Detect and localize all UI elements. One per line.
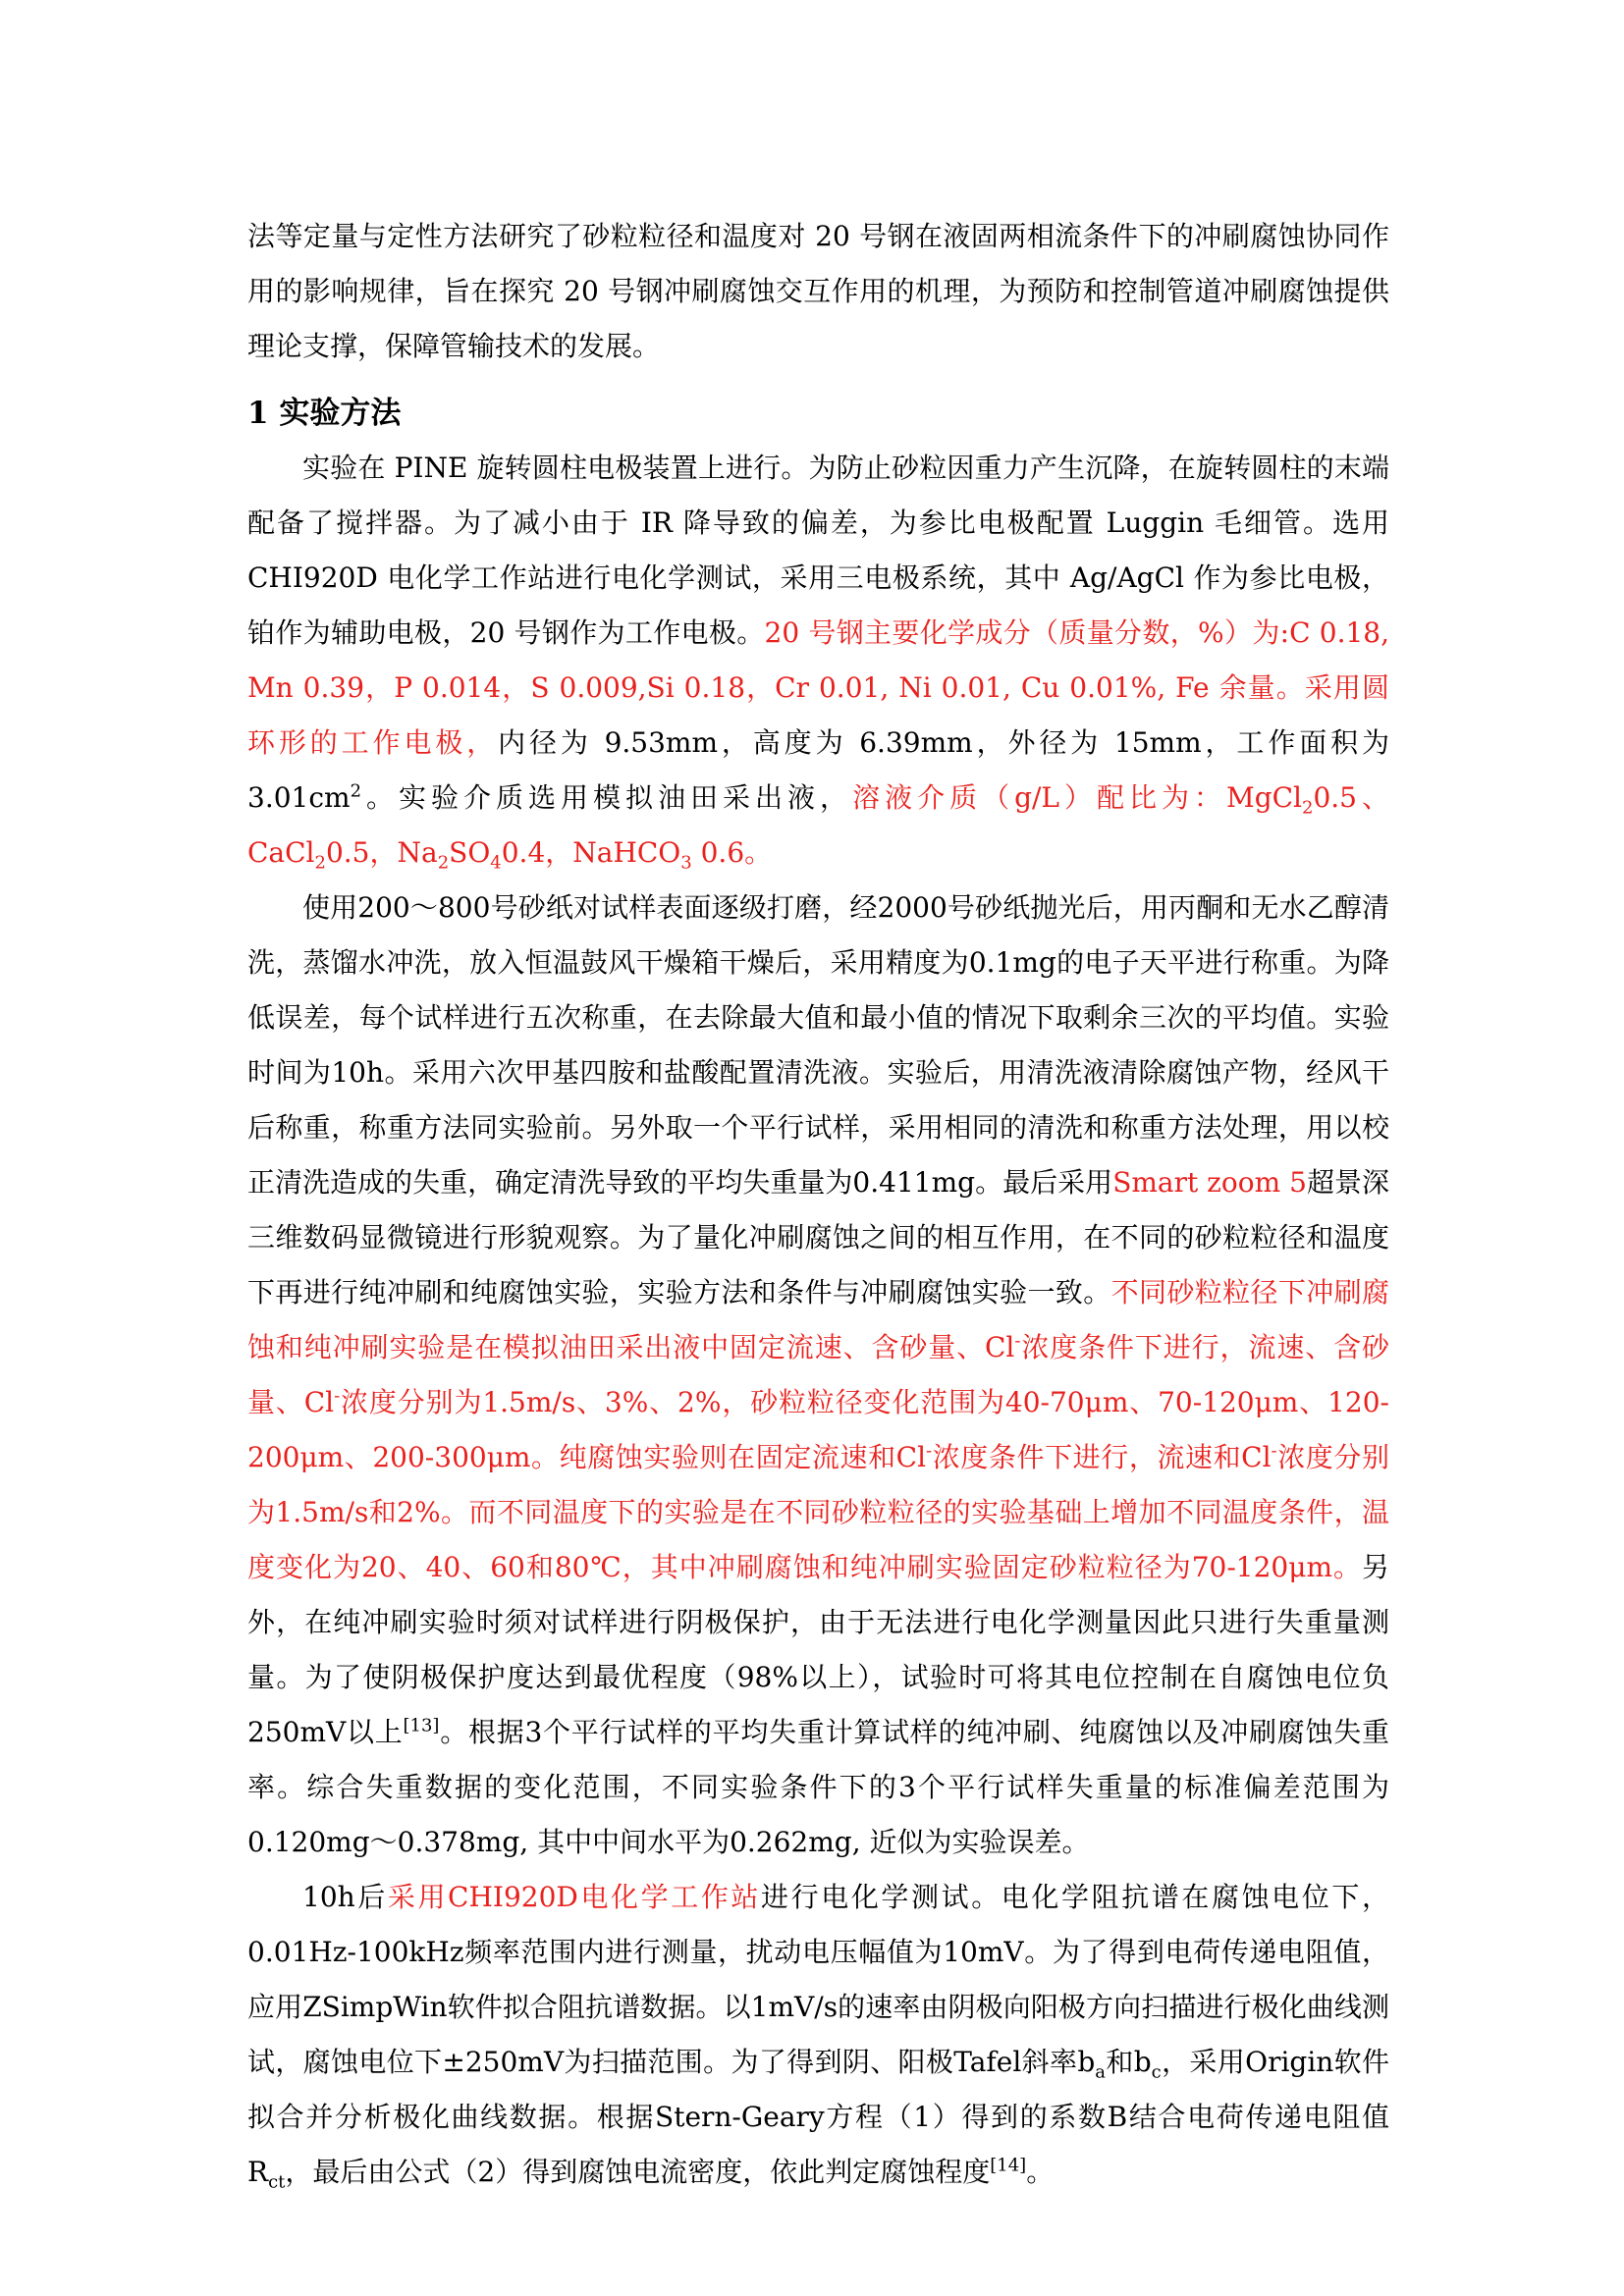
text-run: 。实验介质选用模拟油田采出液，: [361, 781, 853, 814]
highlighted-text: 0.6。: [691, 836, 773, 869]
text-run: 。根据3个平行试样的平均失重计算试样的纯冲刷、纯腐蚀以及冲刷腐蚀失重率。综合失重数据的变化范围，不同实验条件下的3个平行试样失重量的标准偏差范围为0.120mg～0.378mg, 其中中间水平为0.262mg, 近似为实验误差。: [247, 1716, 1390, 1858]
sub-text: ct: [268, 2171, 286, 2193]
highlighted-text: -: [1271, 1440, 1277, 1462]
highlighted-text: 2: [437, 852, 450, 874]
sup-text: 2: [350, 780, 362, 802]
sub-text: c: [1151, 2061, 1162, 2083]
text-run: 1 实验方法: [247, 396, 402, 431]
highlighted-text: 不同砂粒粒径下冲刷腐蚀和纯冲刷实验是在模拟油田采出液中固定流速、含砂量、Cl: [247, 1276, 1389, 1363]
section-heading: [247, 386, 1389, 441]
highlighted-text: 2: [314, 852, 326, 874]
highlighted-text: 采用CHI920D电化学工作站: [387, 1881, 762, 1913]
body-paragraph: [247, 441, 1389, 881]
highlighted-text: 溶液介质（g/L）配比为：MgCl: [852, 781, 1302, 814]
text-run: 和b: [1106, 2046, 1152, 2078]
sup-text: [13]: [403, 1715, 440, 1736]
highlighted-text: Smart zoom 5: [1112, 1166, 1307, 1199]
text-run: 进行电化学测试。电化学阻抗谱在腐蚀电位下，0.01Hz-100kHz频率范围内进行测量，扰动电压幅值为10mV。为了得到电荷传递电阻值，应用ZSimpWin软件拟合阻抗谱数据。以1mV/s的速率由阴极向阳极方向扫描进行极化曲线测试，腐蚀电位下±250mV为扫描范围。为了得到阴、阳极Tafel斜率b: [247, 1881, 1389, 2078]
highlighted-text: -: [334, 1385, 341, 1407]
highlighted-text: 浓度条件下进行，流速和Cl: [932, 1441, 1272, 1473]
highlighted-text: 浓度条件下进行，流速、含砂量、Cl: [247, 1331, 1389, 1418]
highlighted-text: 20 号钢主要化学成分（质量分数，%）为:C 0.18, Mn 0.39，P 0.014，S 0.009,Si 0.18，Cr 0.01, Ni 0.01, Cu 0.01%, Fe 余量。采用圆环形的工作电极，: [247, 616, 1389, 759]
text-run: 实验在 PINE 旋转圆柱电极装置上进行。为防止砂粒因重力产生沉降，在旋转圆柱的末端配备了搅拌器。为了减小由于 IR 降导致的偏差，为参比电极配置 Luggin 毛细管。选用 CHI920D 电化学工作站进行电化学测试，采用三电极系统，其中 Ag/AgCl 作为参比电极，铂作为辅助电极，20 号钢作为工作电极。: [247, 452, 1389, 649]
highlighted-text: 4: [490, 852, 502, 874]
highlighted-text: 2: [1302, 797, 1314, 819]
sup-text: [14]: [990, 2155, 1027, 2176]
text-run: 使用200～800号砂纸对试样表面逐级打磨，经2000号砂纸抛光后，用丙酮和无水乙醇清洗，蒸馏水冲洗，放入恒温鼓风干燥箱干燥后，采用精度为0.1mg的电子天平进行称重。为降低误差，每个试样进行五次称重，在去除最大值和最小值的情况下取剩余三次的平均值。实验时间为10h。采用六次甲基四胺和盐酸配置清洗液。实验后，用清洗液清除腐蚀产物，经风干后称重，称重方法同实验前。另外取一个平行试样，采用相同的清洗和称重方法处理，用以校正清洗造成的失重，确定清洗导致的平均失重量为0.411mg。最后采用: [247, 891, 1389, 1199]
text-run: ，采用Origin软件拟合并分析极化曲线数据。根据Stern-Geary方程（1）得到的系数B结合电荷传递电阻值R: [247, 2046, 1390, 2188]
text-run: ，最后由公式（2）得到腐蚀电流密度，依此判定腐蚀程度: [285, 2156, 991, 2188]
highlighted-text: -: [926, 1440, 933, 1462]
text-run: 法等定量与定性方法研究了砂粒粒径和温度对 20 号钢在液固两相流条件下的冲刷腐蚀协同作用的影响规律，旨在探究 20 号钢冲刷腐蚀交互作用的机理，为预防和控制管道冲刷腐蚀提供理论支撑，保障管输技术的发展。: [247, 220, 1389, 362]
highlighted-text: SO: [449, 836, 491, 869]
body-paragraph: [247, 1870, 1389, 2200]
sub-text: a: [1095, 2061, 1107, 2083]
highlighted-text: 0.5，Na: [325, 836, 438, 869]
text-run: 。: [1026, 2156, 1055, 2188]
text-run: 另外，在纯冲刷实验时须对试样进行阴极保护，由于无法进行电化学测量因此只进行失重量测量。为了使阴极保护度达到最优程度（98%以上），试验时可将其电位控制在自腐蚀电位负250mV以上: [247, 1551, 1389, 1748]
highlighted-text: 浓度分别为1.5m/s和2%。而不同温度下的实验是在不同砂粒粒径的实验基础上增加不同温度条件，温度变化为20、40、60和80℃，其中冲刷腐蚀和纯冲刷实验固定砂粒粒径为70-120μm。: [247, 1441, 1389, 1583]
highlighted-text: -: [1014, 1330, 1021, 1352]
highlighted-text: 3: [680, 852, 692, 874]
text-run: 10h后: [302, 1881, 388, 1913]
body-paragraph: [247, 881, 1389, 1870]
highlighted-text: 0.5、CaCl: [247, 781, 1389, 869]
highlighted-text: 0.4，NaHCO: [501, 836, 681, 869]
text-run: 超景深三维数码显微镜进行形貌观察。为了量化冲刷腐蚀之间的相互作用，在不同的砂粒粒径和温度下再进行纯冲刷和纯腐蚀实验，实验方法和条件与冲刷腐蚀实验一致。: [247, 1166, 1389, 1308]
document-page: [247, 209, 1389, 2200]
text-run: 内径为 9.53mm，高度为 6.39mm，外径为 15mm，工作面积为 3.01cm: [247, 726, 1389, 814]
highlighted-text: 浓度分别为1.5m/s、3%、2%，砂粒粒径变化范围为40-70μm、70-120μm、120-200μm、200-300μm。纯腐蚀实验则在固定流速和Cl: [247, 1386, 1389, 1473]
body-paragraph: [247, 209, 1389, 374]
